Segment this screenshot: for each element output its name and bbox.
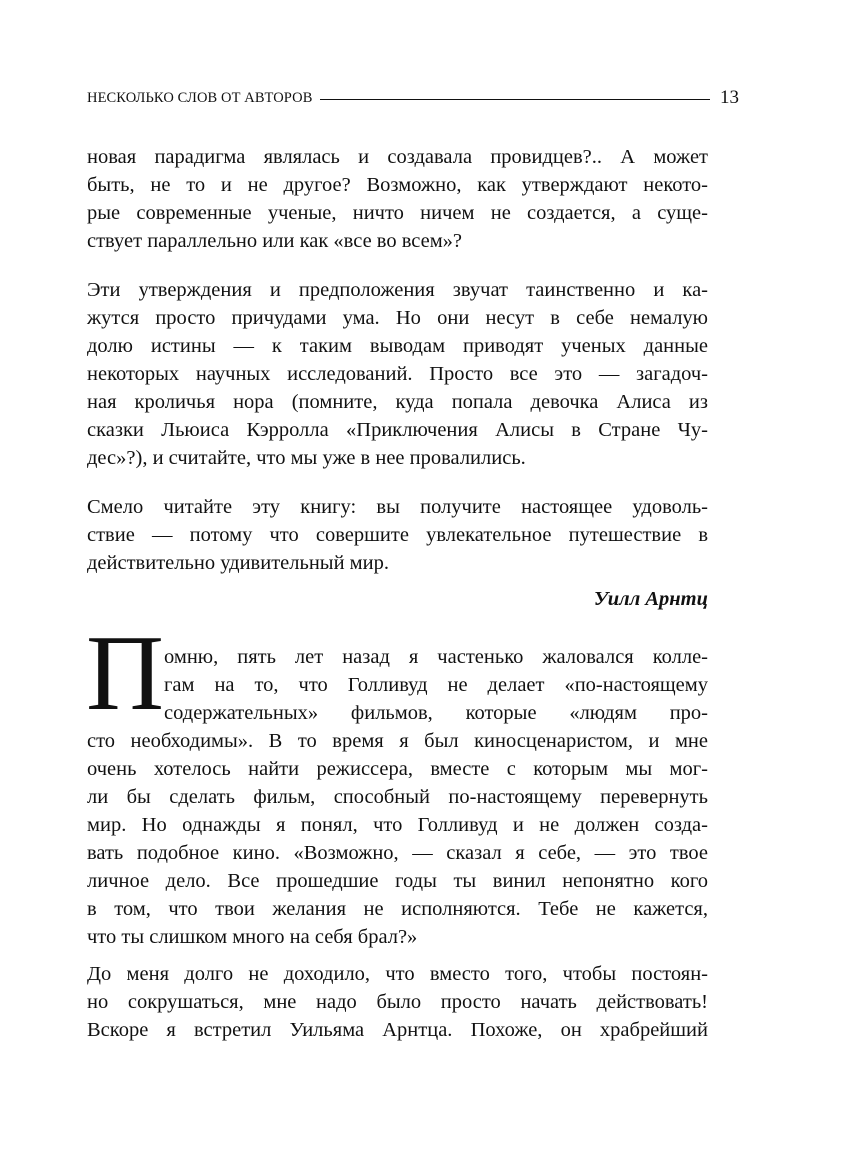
paragraph-2-line: сказки Льюиса Кэрролла «Приключения Алисы в Стране Чу- — [87, 419, 708, 441]
paragraph-5-line: но сокрушаться, мне надо было просто начать действовать! — [87, 991, 708, 1013]
paragraph-2-line: Эти утверждения и предположения звучат таинственно и ка- — [87, 279, 708, 301]
paragraph-5-line: Вскоре я встретил Уильяма Арнтца. Похоже, он храбрейший — [87, 1019, 708, 1041]
paragraph-1-line: ствует параллельно или как «все во всем»? — [87, 230, 463, 252]
paragraph-4-line: очень хотелось найти режиссера, вместе с которым мы мог- — [87, 758, 708, 780]
paragraph-2-line: жутся просто причудами ума. Но они несут в себе немалую — [87, 307, 708, 329]
paragraph-4-line: омню, пять лет назад я частенько жаловался колле- — [164, 646, 708, 668]
paragraph-4-line: вать подобное кино. «Возможно, — сказал я себе, — это твое — [87, 842, 708, 864]
paragraph-4-line: личное дело. Все прошедшие годы ты винил непонятно кого — [87, 870, 708, 892]
author-signature: Уилл Арнтц — [593, 588, 708, 610]
paragraph-2-line: ная кроличья нора (помните, куда попала девочка Алиса из — [87, 391, 708, 413]
paragraph-2-line: долю истины — к таким выводам приводят ученых данные — [87, 335, 708, 357]
paragraph-1-line: рые современные ученые, ничто ничем не создается, а суще- — [87, 202, 708, 224]
running-header-title: НЕСКОЛЬКО СЛОВ ОТ АВТОРОВ — [87, 89, 313, 106]
paragraph-5-line: До меня долго не доходило, что вместо того, чтобы постоян- — [87, 963, 708, 985]
paragraph-3-line: действительно удивительный мир. — [87, 552, 389, 574]
paragraph-4-line: что ты слишком много на себя брал?» — [87, 926, 418, 948]
paragraph-4-line: сто необходимы». В то время я был киносценаристом, и мне — [87, 730, 708, 752]
paragraph-4-line: в том, что твои желания не исполняются. Тебе не кажется, — [87, 898, 708, 920]
paragraph-1-line: быть, не то и не другое? Возможно, как утверждают некото- — [87, 174, 708, 196]
paragraph-3-line: Смело читайте эту книгу: вы получите настоящее удоволь- — [87, 496, 708, 518]
paragraph-4-line: ли бы сделать фильм, способный по-настоящему перевернуть — [87, 786, 708, 808]
paragraph-4-line: гам на то, что Голливуд не делает «по-настоящему — [164, 674, 708, 696]
drop-cap: П — [86, 614, 164, 733]
page-number: 13 — [720, 87, 739, 108]
paragraph-1-line: новая парадигма являлась и создавала провидцев?.. А может — [87, 146, 708, 168]
header-rule — [320, 99, 710, 100]
paragraph-2-line: дес»?), и считайте, что мы уже в нее провалились. — [87, 447, 526, 469]
paragraph-2-line: некоторых научных исследований. Просто все это — загадоч- — [87, 363, 708, 385]
paragraph-4-line: мир. Но однажды я понял, что Голливуд и не должен созда- — [87, 814, 708, 836]
running-header — [87, 86, 739, 110]
paragraph-3-line: ствие — потому что совершите увлекательное путешествие в — [87, 524, 708, 546]
paragraph-4-line: содержательных» фильмов, которые «людям про- — [164, 702, 708, 724]
